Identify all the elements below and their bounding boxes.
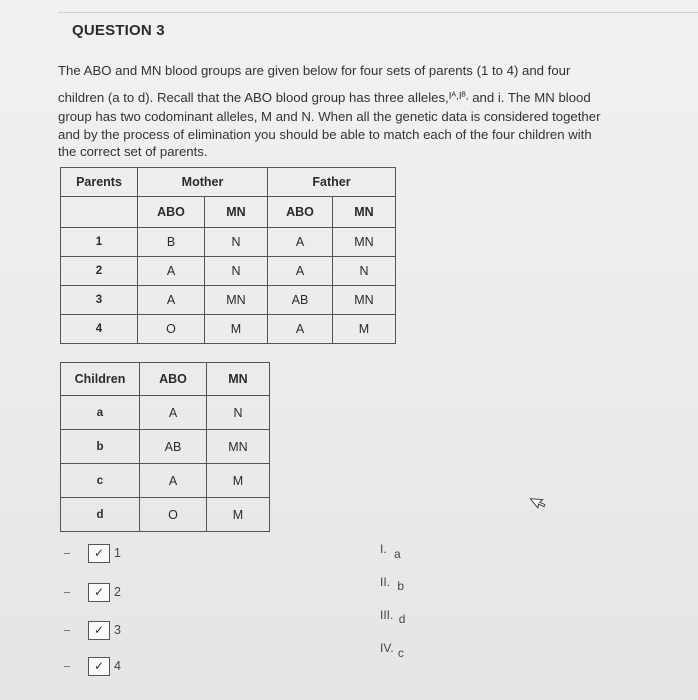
question-text-segment: children (a to d). Recall that the ABO blood group has three alleles,: [58, 89, 449, 105]
mother-abo: B: [138, 228, 205, 257]
chevron-down-icon: ✓: [93, 546, 105, 560]
answer-select-value: 2: [114, 585, 121, 599]
option-item: [380, 542, 401, 561]
header-children: Children: [61, 363, 140, 396]
child-abo: AB: [140, 430, 207, 464]
header-parents: Parents: [61, 168, 138, 197]
header-blank: [61, 197, 138, 228]
answer-select-value: 3: [114, 623, 121, 637]
child-abo: A: [140, 464, 207, 498]
answer-select-2[interactable]: [88, 583, 110, 602]
children-header-row: [61, 363, 270, 396]
parent-set-id: 4: [61, 315, 138, 344]
father-mn: MN: [333, 286, 396, 315]
mother-mn: N: [205, 257, 268, 286]
parents-table: [60, 167, 396, 344]
father-mn: MN: [333, 228, 396, 257]
father-mn: N: [333, 257, 396, 286]
option-item: [380, 575, 405, 593]
option-value: a: [394, 547, 401, 561]
header-child-abo: ABO: [140, 363, 207, 396]
option-label: I.: [380, 542, 387, 556]
dash-marker: [64, 592, 70, 593]
option-item: [380, 641, 404, 660]
mother-mn: MN: [205, 286, 268, 315]
header-father-abo: ABO: [268, 197, 333, 228]
parent-set-id: 1: [61, 228, 138, 257]
question-text-line: and by the process of elimination you should be able to match each of the four children with: [58, 126, 592, 142]
child-mn: N: [207, 396, 270, 430]
child-id: b: [61, 430, 140, 464]
allele-symbols: Iᴬ,Iᴮ,: [448, 90, 469, 102]
option-item: [380, 608, 406, 626]
option-label: IV.: [380, 641, 394, 655]
children-row: [61, 464, 270, 498]
parents-row: [61, 286, 396, 315]
children-row: [61, 396, 270, 430]
mother-mn: M: [205, 315, 268, 344]
child-id: d: [61, 498, 140, 532]
answer-select-3[interactable]: [88, 621, 110, 640]
child-mn: M: [207, 464, 270, 498]
father-abo: A: [268, 257, 333, 286]
question-title: QUESTION 3: [72, 22, 165, 39]
parents-subheader-row: [61, 197, 396, 228]
mother-mn: N: [205, 228, 268, 257]
child-mn: MN: [207, 430, 270, 464]
header-father: Father: [268, 168, 396, 197]
chevron-down-icon: ✓: [93, 623, 105, 637]
header-mother: Mother: [138, 168, 268, 197]
children-row: [61, 430, 270, 464]
father-abo: AB: [268, 286, 333, 315]
parents-header-row: [61, 168, 396, 197]
children-table: [60, 362, 270, 532]
option-label: II.: [380, 575, 391, 589]
child-id: a: [61, 396, 140, 430]
answer-row-3: [64, 620, 121, 640]
option-value: d: [398, 612, 406, 626]
option-value: b: [397, 579, 405, 593]
dash-marker: [64, 553, 70, 554]
question-text-line: group has two codominant alleles, M and N. When all the genetic data is considered together: [58, 109, 601, 124]
father-abo: A: [268, 315, 333, 344]
mother-abo: O: [138, 315, 205, 344]
question-text-segment: and i. The MN blood: [468, 89, 591, 105]
mother-abo: A: [138, 257, 205, 286]
question-text-line: the correct set of parents.: [58, 144, 208, 159]
answer-row-1: [64, 543, 121, 563]
answer-select-value: 4: [114, 659, 121, 673]
divider-line: [58, 12, 698, 13]
option-label: III.: [380, 608, 394, 622]
parent-set-id: 3: [61, 286, 138, 315]
dash-marker: [64, 666, 70, 667]
parents-row: [61, 257, 396, 286]
parents-row: [61, 315, 396, 344]
parent-set-id: 2: [61, 257, 138, 286]
answer-row-2: [64, 582, 121, 602]
parents-row: [61, 228, 396, 257]
mother-abo: A: [138, 286, 205, 315]
mouse-cursor-icon: [530, 493, 548, 513]
option-value: c: [397, 646, 404, 660]
dash-marker: [64, 630, 70, 631]
header-mother-abo: ABO: [138, 197, 205, 228]
question-text-line: The ABO and MN blood groups are given below for four sets of parents (1 to 4) and four: [58, 63, 571, 78]
answer-select-1[interactable]: [88, 544, 110, 563]
header-father-mn: MN: [333, 197, 396, 228]
father-abo: A: [268, 228, 333, 257]
answer-row-4: [64, 656, 121, 676]
child-id: c: [61, 464, 140, 498]
child-abo: A: [140, 396, 207, 430]
child-abo: O: [140, 498, 207, 532]
answer-select-4[interactable]: [88, 657, 110, 676]
header-mother-mn: MN: [205, 197, 268, 228]
father-mn: M: [333, 315, 396, 344]
child-mn: M: [207, 498, 270, 532]
header-child-mn: MN: [207, 363, 270, 396]
question-text-line: [58, 89, 688, 109]
chevron-down-icon: ✓: [93, 585, 105, 599]
chevron-down-icon: ✓: [93, 659, 105, 673]
answer-select-value: 1: [114, 546, 121, 560]
children-row: [61, 498, 270, 532]
question-text: [58, 62, 688, 161]
